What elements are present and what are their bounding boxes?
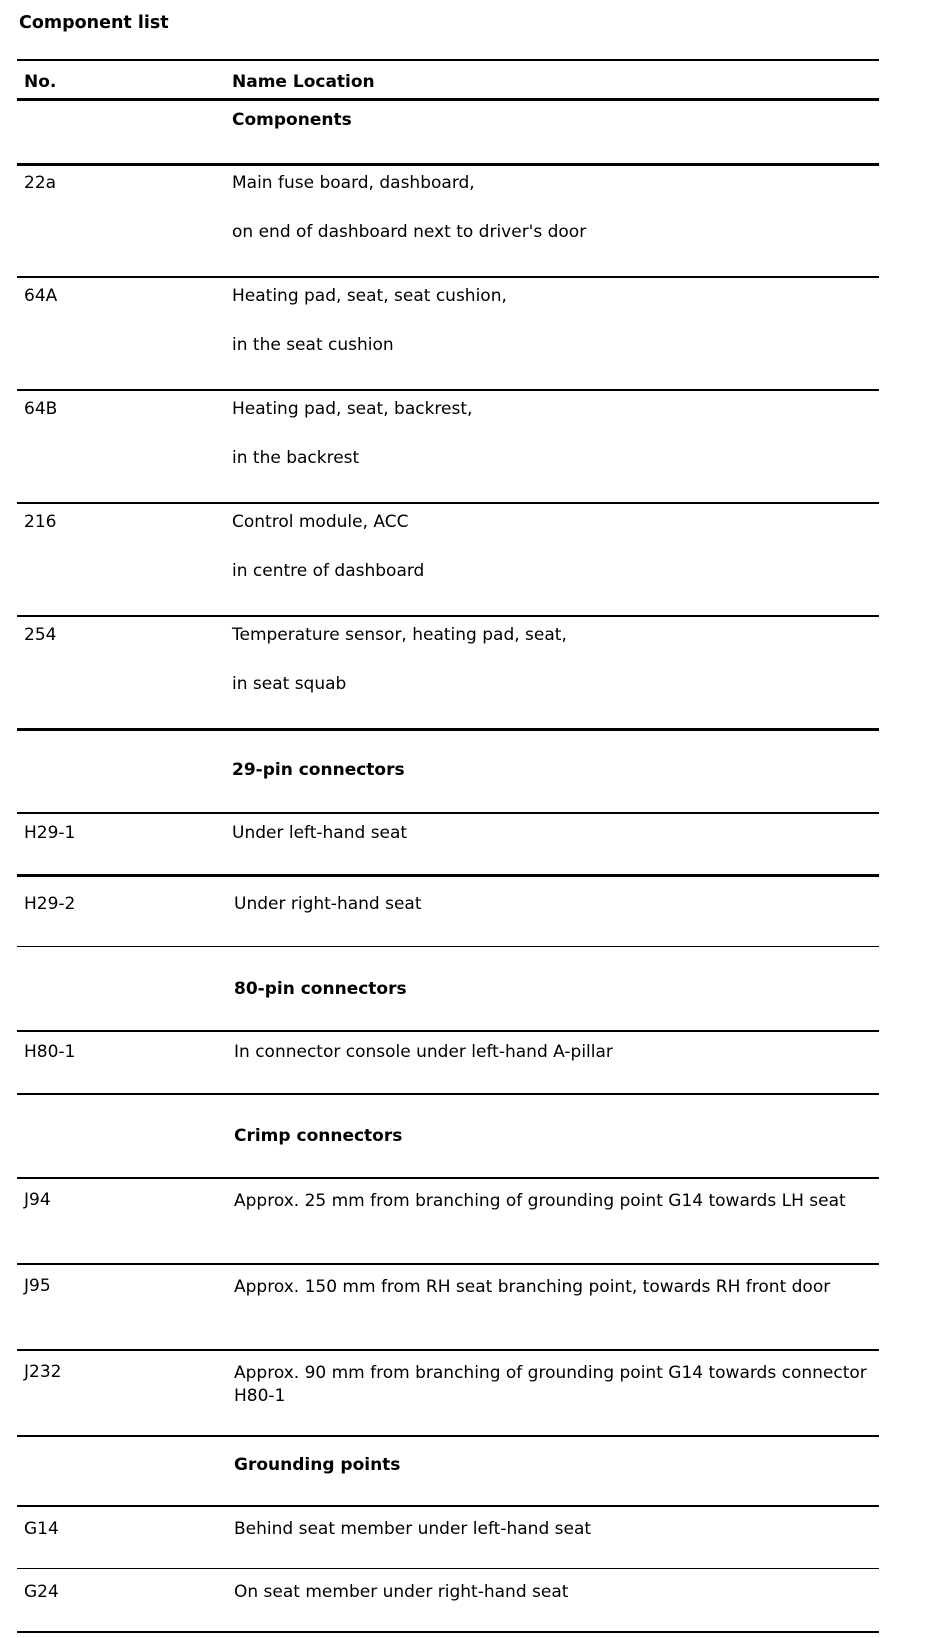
row-no: G14 bbox=[24, 1519, 59, 1539]
row-rule bbox=[17, 502, 879, 504]
section-heading: Components bbox=[232, 110, 352, 130]
header-rule bbox=[17, 98, 879, 101]
row-rule bbox=[17, 1349, 879, 1351]
component-name: Control module, ACC bbox=[232, 512, 409, 532]
row-rule bbox=[17, 1263, 879, 1265]
component-name: Temperature sensor, heating pad, seat, bbox=[232, 625, 567, 645]
row-location: Under right-hand seat bbox=[234, 894, 422, 914]
row-rule bbox=[17, 946, 879, 947]
page-title: Component list bbox=[19, 13, 169, 33]
row-no: 254 bbox=[24, 625, 57, 645]
row-location: Approx. 150 mm from RH seat branching point, towards RH front door bbox=[234, 1277, 831, 1297]
row-location: Under left-hand seat bbox=[232, 823, 408, 843]
component-location: in centre of dashboard bbox=[232, 561, 425, 581]
row-no: G24 bbox=[24, 1582, 59, 1602]
section-rule bbox=[17, 728, 879, 731]
row-rule bbox=[17, 1568, 879, 1569]
component-name: Heating pad, seat, backrest, bbox=[232, 399, 473, 419]
row-rule bbox=[17, 1177, 879, 1179]
header-name-location: Name Location bbox=[232, 72, 375, 92]
row-location: On seat member under right-hand seat bbox=[234, 1582, 569, 1602]
row-rule bbox=[17, 1435, 879, 1437]
component-location: on end of dashboard next to driver's door bbox=[232, 222, 587, 242]
row-no: J94 bbox=[24, 1190, 51, 1210]
component-location: in seat squab bbox=[232, 674, 347, 694]
section-heading: 29-pin connectors bbox=[232, 760, 405, 780]
section-heading: Crimp connectors bbox=[234, 1126, 403, 1146]
component-name: Heating pad, seat, seat cushion, bbox=[232, 286, 507, 306]
row-location: Behind seat member under left-hand seat bbox=[234, 1519, 592, 1539]
row-no: 22a bbox=[24, 173, 57, 193]
row-no: 64A bbox=[24, 286, 58, 306]
header-no: No. bbox=[24, 72, 57, 92]
row-no: H29-1 bbox=[24, 823, 76, 843]
section-heading: 80-pin connectors bbox=[234, 979, 407, 999]
row-rule bbox=[17, 1030, 879, 1032]
row-location: In connector console under left-hand A-pillar bbox=[234, 1042, 613, 1062]
row-no: 64B bbox=[24, 399, 58, 419]
row-rule bbox=[17, 389, 879, 391]
row-rule bbox=[17, 1093, 879, 1095]
table-bottom-rule bbox=[17, 1631, 879, 1633]
row-no: J232 bbox=[24, 1362, 62, 1382]
row-rule bbox=[17, 615, 879, 617]
row-rule bbox=[17, 1505, 879, 1507]
component-location: in the backrest bbox=[232, 448, 360, 468]
row-location: Approx. 90 mm from branching of grounding point G14 towards connector H80-1 bbox=[234, 1363, 867, 1406]
row-rule bbox=[17, 276, 879, 278]
row-no: H29-2 bbox=[24, 894, 76, 914]
table-top-rule bbox=[17, 59, 879, 61]
component-location: in the seat cushion bbox=[232, 335, 394, 355]
row-no: H80-1 bbox=[24, 1042, 76, 1062]
row-location: Approx. 25 mm from branching of grounding point G14 towards LH seat bbox=[234, 1191, 846, 1211]
row-rule bbox=[17, 163, 879, 166]
component-name: Main fuse board, dashboard, bbox=[232, 173, 475, 193]
row-no: 216 bbox=[24, 512, 57, 532]
row-no: J95 bbox=[24, 1276, 51, 1296]
row-rule bbox=[17, 874, 879, 877]
section-heading: Grounding points bbox=[234, 1455, 401, 1475]
row-rule bbox=[17, 812, 879, 814]
